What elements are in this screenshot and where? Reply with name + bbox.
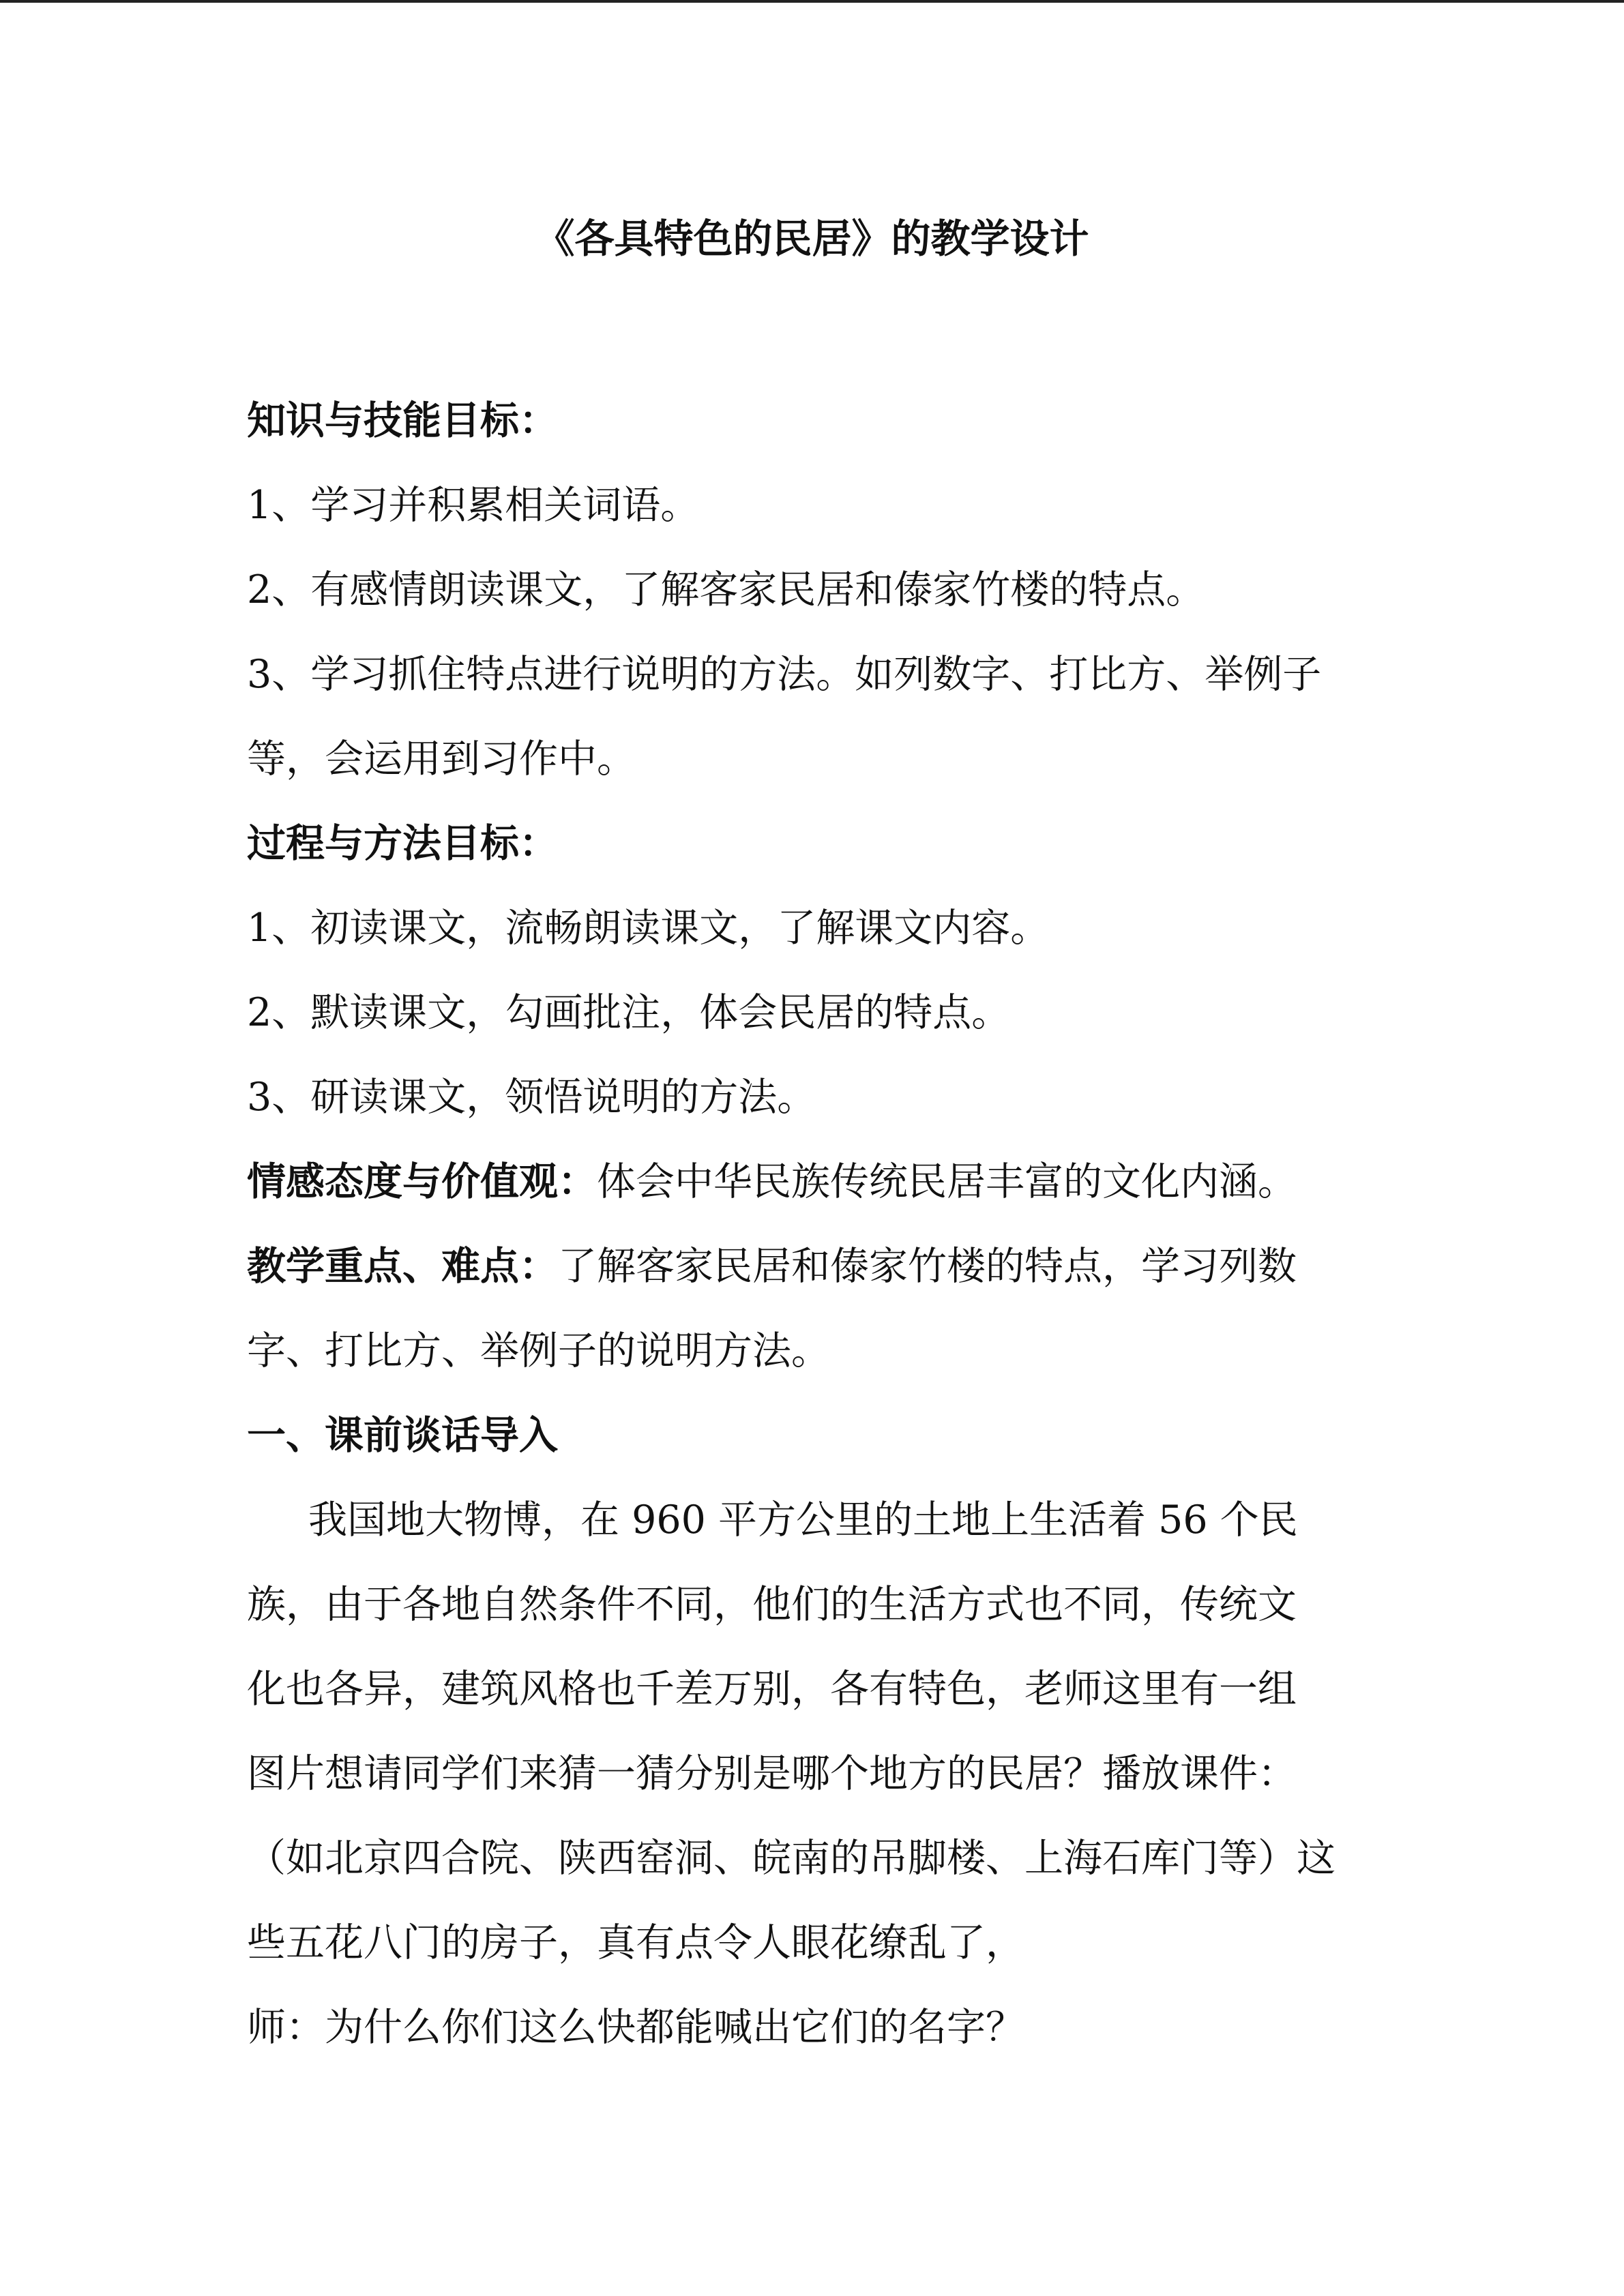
process-goal-item: 2、默读课文，勾画批注，体会民居的特点。: [247, 990, 1011, 1035]
knowledge-goal-item: 2、有感情朗读课文，了解客家民居和傣家竹楼的特点。: [247, 567, 1205, 612]
document-body: [247, 378, 1379, 2070]
document-title: 《各具特色的民居》的教学设计: [535, 215, 1089, 262]
knowledge-goal-item: 等，会运用到习作中。: [247, 736, 636, 781]
section-1-paragraph-line: 些五花八门的房子，真有点令人眼花缭乱了，: [247, 1920, 1024, 1965]
process-goal-item: 1、初读课文，流畅朗读课文，了解课文内容。: [247, 906, 1050, 951]
section-1-paragraph-line: 图片想请同学们来猜一猜分别是哪个地方的民居？播放课件：: [247, 1751, 1297, 1796]
teacher-question: 师：为什么你们这么快都能喊出它们的名字？: [247, 2005, 1024, 2050]
key-points-text: 了解客家民居和傣家竹楼的特点，学习列数: [558, 1244, 1297, 1289]
knowledge-goal-item: 3、学习抓住特点进行说明的方法。如列数字、打比方、举例子: [247, 652, 1322, 697]
section-1-paragraph-line: 化也各异，建筑风格也千差万别，各有特色，老师这里有一组: [247, 1667, 1297, 1712]
key-points-label: 教学重点、难点：: [247, 1243, 558, 1289]
emotion-goal-label: 情感态度与价值观：: [247, 1159, 597, 1204]
knowledge-goal-item: 1、学习并积累相关词语。: [247, 483, 700, 528]
key-points-paragraph: [247, 1224, 1379, 1309]
knowledge-goals-heading: 知识与技能目标：: [247, 398, 558, 443]
emotion-goal-paragraph: [247, 1139, 1379, 1224]
process-goals-heading: 过程与方法目标：: [247, 820, 558, 866]
key-points-continuation: 字、打比方、举例子的说明方法。: [247, 1328, 830, 1373]
section-1-paragraph-line: 我国地大物博，在 960 平方公里的土地上生活着 56 个民: [308, 1497, 1298, 1542]
emotion-goal-text: 体会中华民族传统民居丰富的文化内涵。: [597, 1159, 1297, 1204]
process-goal-item: 3、研读课文，领悟说明的方法。: [247, 1075, 816, 1120]
section-1-paragraph-line: （如北京四合院、陕西窑洞、皖南的吊脚楼、上海石库门等）这: [247, 1836, 1335, 1881]
page-top-border: [0, 0, 1624, 3]
section-1-heading: 一、课前谈话导入: [247, 1412, 558, 1458]
section-1-paragraph-line: 族，由于各地自然条件不同，他们的生活方式也不同，传统文: [247, 1582, 1297, 1627]
